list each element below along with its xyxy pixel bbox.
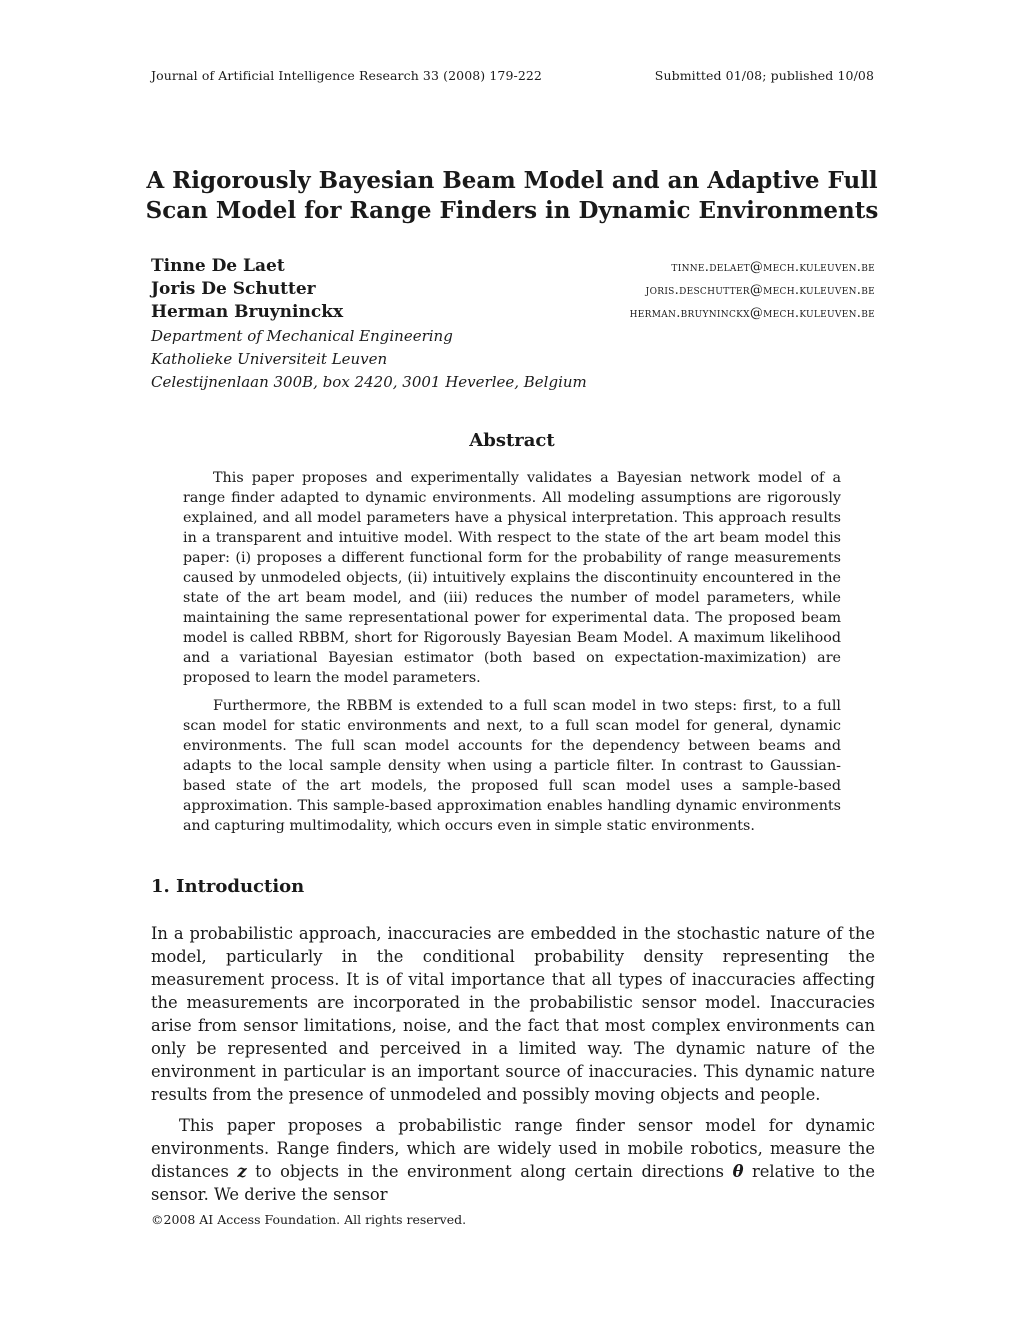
- abstract-paragraph: This paper proposes and experimentally validates a Bayesian network model of a range finder adapted to dynamic environments. All modeling assumptions are rigorously explained, and all model parameters have a physical interpretation. This approach results in a transparent and intuitive model. With respect to the state of the art beam model this paper: (i) proposes a different functional form for the probability of range measurements caused by unmodeled objects, (ii) intuitively explains the discontinuity encountered in the state of the art beam model, and (iii) reduces the number of model parameters, while maintaining the same representational power for experimental data. The proposed beam model is called RBBM, short for Rigorously Bayesian Beam Model. A maximum likelihood and a variational Bayesian estimator (both based on expectation-maximization) are proposed to learn the model parameters.: [183, 470, 841, 686]
- paragraph-text: This paper proposes a probabilistic range finder sensor model for dynamic environments. Range finders, which are widely used in mobile robotics, measure the distances: [151, 1116, 875, 1181]
- author-name: Tinne De Laet: [151, 256, 285, 276]
- author-block: [151, 256, 875, 394]
- paragraph-text: to objects in the environment along certain directions: [246, 1162, 733, 1181]
- title-line-2: Scan Model for Range Finders in Dynamic Environments: [145, 197, 879, 224]
- abstract-paragraph: Furthermore, the RBBM is extended to a full scan model in two steps: first, to a full scan model for static environments and next, to a full scan model for general, dynamic environments. The full scan model accounts for the dependency between beams and adapts to the local sample density when using a particle filter. In contrast to Gaussian-based state of the art models, the proposed full scan model uses a sample-based approximation. This sample-based approximation enables handling dynamic environments and capturing multimodality, which occurs even in simple static environments.: [183, 698, 841, 834]
- section-heading-introduction: 1. Introduction: [151, 876, 305, 897]
- author-email[interactable]: joris.deschutter@mech.kuleuven.be: [645, 283, 875, 298]
- math-symbol-z: z: [237, 1162, 247, 1181]
- title-line-1: A Rigorously Bayesian Beam Model and an Adaptive Full: [146, 167, 878, 194]
- body-paragraph: In a probabilistic approach, inaccuracies are embedded in the stochastic nature of the model, particularly in the conditional probability density representing the measurement process. It is of vital importance that all types of inaccuracies affecting the measurements are incorporated in the probabilistic sensor model. Inaccuracies arise from sensor limitations, noise, and the fact that most complex environments can only be represented and perceived in a limited way. The dynamic nature of the environment in particular is an important source of inaccuracies. This dynamic nature results from the presence of unmodeled and possibly moving objects and people.: [151, 924, 875, 1104]
- author-name: Herman Bruyninckx: [151, 302, 344, 322]
- abstract-heading: Abstract: [469, 430, 555, 451]
- introduction-body: [151, 922, 875, 1214]
- author-name: Joris De Schutter: [151, 279, 316, 299]
- affiliation-department: Department of Mechanical Engineering: [151, 327, 453, 345]
- author-email[interactable]: herman.bruyninckx@mech.kuleuven.be: [629, 306, 875, 321]
- author-row: [151, 256, 875, 279]
- affiliation-university: Katholieke Universiteit Leuven: [151, 350, 388, 368]
- journal-header: Journal of Artificial Intelligence Research 33 (2008) 179-222: [151, 68, 542, 83]
- author-row: [151, 279, 875, 302]
- author-row: [151, 302, 875, 325]
- copyright-footer: ©2008 AI Access Foundation. All rights reserved.: [151, 1212, 467, 1227]
- paper-title: [120, 166, 904, 226]
- math-symbol-theta: θ: [732, 1162, 744, 1181]
- author-email[interactable]: tinne.delaet@mech.kuleuven.be: [671, 260, 875, 275]
- abstract-body: [183, 468, 841, 844]
- affiliation-address: Celestijnenlaan 300B, box 2420, 3001 Heverlee, Belgium: [151, 373, 587, 391]
- paragraph-text: relative to the sensor. We derive the sensor: [151, 1162, 876, 1204]
- submission-dates: Submitted 01/08; published 10/08: [654, 68, 874, 83]
- body-paragraph: [151, 1114, 875, 1206]
